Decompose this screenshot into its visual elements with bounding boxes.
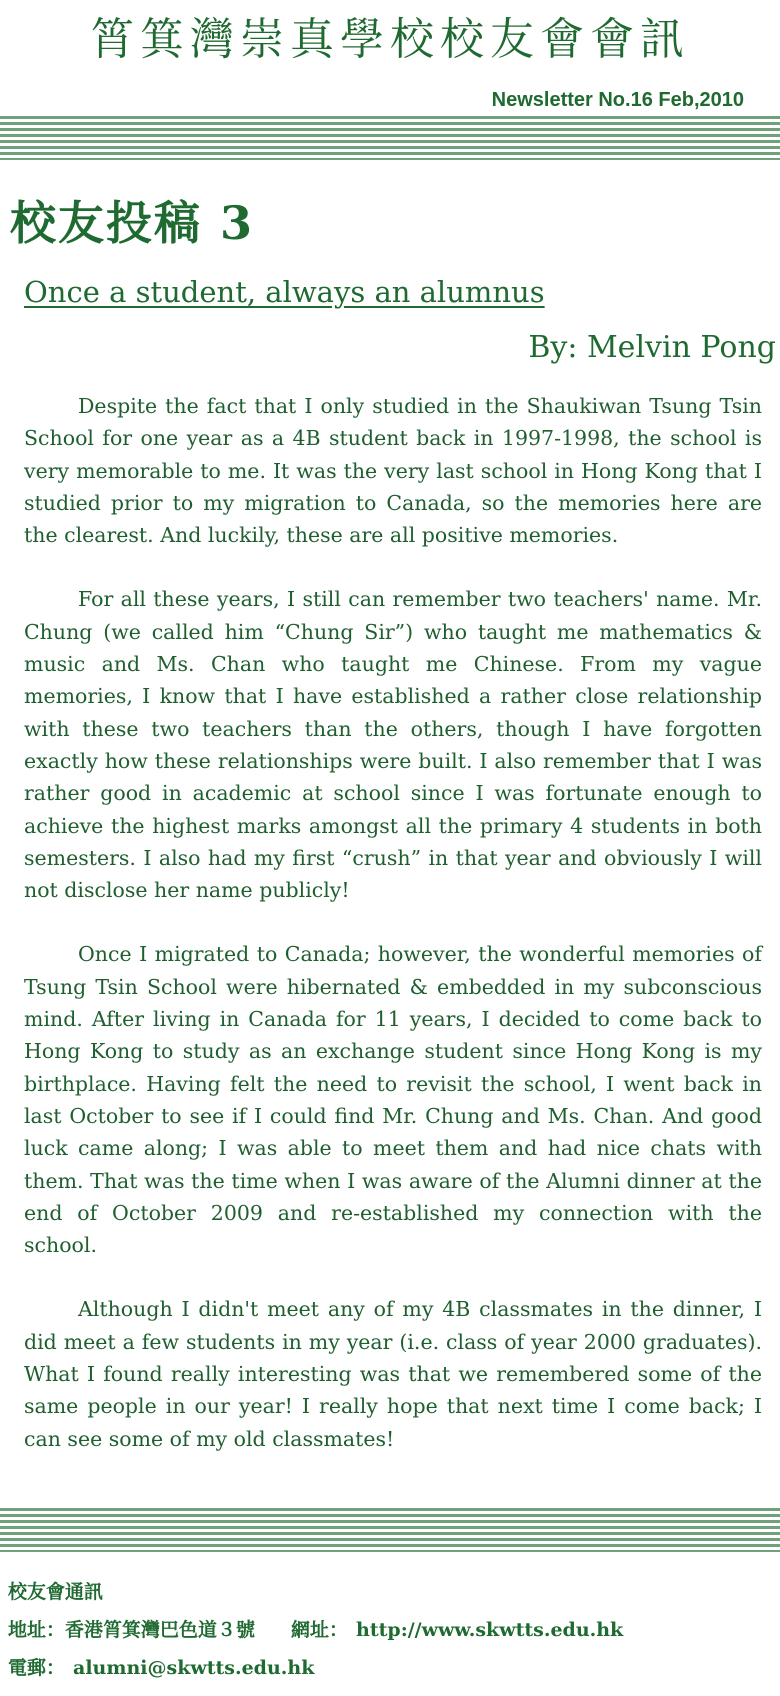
footer-divider — [0, 1508, 780, 1552]
header-divider — [0, 116, 780, 160]
website-link[interactable]: http://www.skwtts.edu.hk — [356, 1619, 624, 1641]
footer — [8, 1573, 768, 1687]
footer-org-row — [8, 1573, 768, 1611]
section-title: 校友投稿 3 — [10, 196, 255, 250]
article-byline: By: Melvin Pong — [528, 330, 776, 365]
footer-address-row — [8, 1611, 768, 1649]
article-title: Once a student, always an alumnus — [24, 275, 545, 309]
article-paragraph: Despite the fact that I only studied in the Shaukiwan Tsung Tsin School for one year as a 4B student back in 1997-1998, the school is very memorable to me. It was the very last school in Hong Kong that I studied prior to my migration to Canada, so the memories here are the clearest. And luckily, these are all positive memories. — [24, 394, 762, 548]
article-body — [24, 390, 762, 1487]
email-link[interactable]: alumni@skwtts.edu.hk — [73, 1657, 315, 1679]
masthead-title: 筲箕灣崇真學校校友會會訊 — [90, 14, 690, 65]
footer-email-row — [8, 1649, 768, 1687]
email-label: 電郵： — [8, 1657, 66, 1679]
article-paragraph: Although I didn't meet any of my 4B classmates in the dinner, I did meet a few students in my year (i.e. class of year 2000 graduates). What I found really interesting was that we remembered some of the same people in our year! I really hope that next time I come back; I can see some of my old classmates! — [24, 1297, 762, 1451]
footer-org: 校友會通訊 — [8, 1581, 104, 1603]
issue-label: Newsletter No.16 Feb,2010 — [491, 89, 744, 111]
article-paragraph: For all these years, I still can remember two teachers' name. Mr. Chung (we called him “Chung Sir”) who taught me mathematics & music and Ms. Chan who taught me Chinese. From my vague memories, I know that I have established a rather close relationship with these two teachers than the others, though I have forgotten exactly how these relationships were built. I also remember that I was rather good in academic at school since I was fortunate enough to achieve the highest marks amongst all the primary 4 students in both semesters. I also had my first “crush” in that year and obviously I will not disclose her name publicly! — [24, 587, 762, 903]
website-label: 網址： — [291, 1619, 349, 1641]
address-value: 香港筲箕灣巴色道３號 — [65, 1619, 256, 1641]
article-paragraph: Once I migrated to Canada; however, the wonderful memories of Tsung Tsin School were hibernated & embedded in my subconscious mind. After living in Canada for 11 years, I decided to come back to Hong Kong to study as an exchange student since Hong Kong is my birthplace. Having felt the need to revisit the school, I went back in last October to see if I could find Mr. Chung and Ms. Chan. And good luck came along; I was able to meet them and had nice chats with them. That was the time when I was aware of the Alumni dinner at the end of October 2009 and re-established my connection with the school. — [24, 942, 762, 1258]
address-label: 地址： — [8, 1619, 66, 1641]
